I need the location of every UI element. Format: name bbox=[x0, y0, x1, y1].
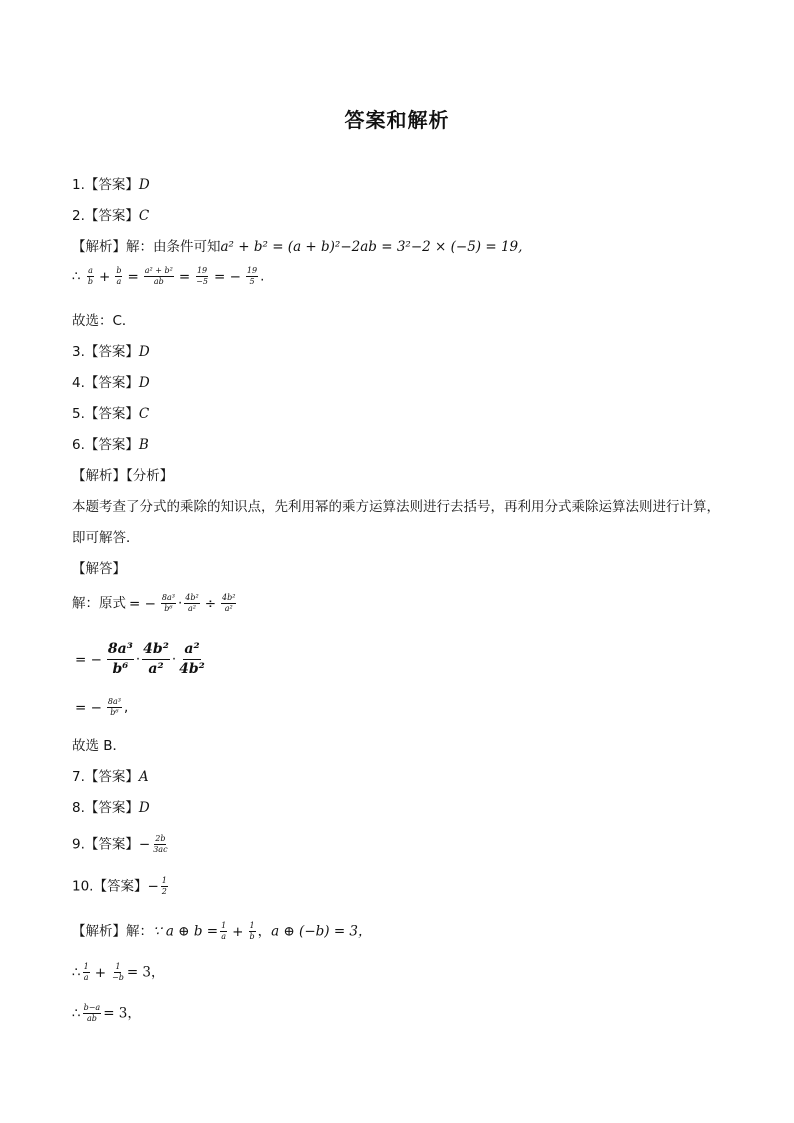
fraction: $\frac{\text{a²}}{\text{4b²}}$ bbox=[179, 641, 205, 677]
analysis-math: a² + b² = (a + b)²−2ab = 3²−2 × (−5) = 19, bbox=[220, 239, 523, 255]
page-title: 答案和解析 bbox=[344, 108, 450, 132]
fraction: $\frac{b}{a}$ bbox=[116, 266, 122, 286]
answer-value: C bbox=[138, 208, 150, 224]
q6-conclusion: 故选 B． bbox=[72, 738, 127, 754]
question-number: 1. bbox=[72, 177, 85, 193]
q6-step-3: = − $\frac{\text{8a³}}{\text{b⁶}}$ , bbox=[75, 697, 129, 717]
answer-3 bbox=[72, 342, 150, 362]
q6-analysis-body: 本题考查了分式的乘除的知识点，先利用幂的乘方运算法则进行去括号，再利用分式乘除运算法则进行计算，即可解答． bbox=[72, 499, 720, 546]
answer-value: A bbox=[138, 769, 149, 785]
answer-tag: 【答案】 bbox=[84, 437, 139, 453]
fraction: $\frac{a}{b}$ bbox=[87, 266, 94, 286]
q6-step-2: = − $\frac{\text{8a³}}{\text{b⁶}}$ · $\frac{\text{4b²}}{\text{a²}}$ · $\frac{\text{a²}}{\text{4b²}}$ bbox=[75, 641, 205, 677]
q6-solve-tag: 【解答】 bbox=[72, 561, 126, 577]
answer-6 bbox=[72, 435, 149, 455]
answer-8 bbox=[72, 798, 150, 818]
fraction: $\frac{\text{8a³}}{\text{b⁶}}$ bbox=[107, 697, 121, 717]
answer-tag: 【答案】 bbox=[84, 344, 139, 360]
question-number: 9. bbox=[72, 836, 85, 853]
fraction: $\frac{\text{4b²}}{\text{a²}}$ bbox=[222, 593, 236, 613]
fraction: $\frac{1}{-b}$ bbox=[112, 962, 124, 982]
answer-tag: 【答案】 bbox=[84, 406, 139, 422]
answer-tag: 【答案】 bbox=[93, 878, 148, 895]
q6-step-1: 解：原式 = − $\frac{\text{8a³}}{\text{b⁶}}$ · $\frac{\text{4b²}}{\text{a²}}$ ÷ $\frac{\text{4b²}}{\text{a²}}$ bbox=[72, 593, 236, 613]
question-number: 7. bbox=[72, 769, 85, 785]
answer-tag: 【答案】 bbox=[84, 836, 139, 853]
fraction: $\frac{1}{a}$ bbox=[83, 962, 89, 982]
answer-7 bbox=[72, 767, 149, 787]
answer-tag: 【答案】 bbox=[84, 177, 139, 193]
q2-analysis-line-1 bbox=[72, 237, 522, 257]
answer-10: 10.【答案】− $\frac{1}{2}$ bbox=[72, 876, 167, 896]
q2-analysis-line-2: ∴ $\frac{a}{b}$ + $\frac{b}{a}$ = $\frac{\text{a² + b²}}{ab}$ = $\frac{19}{-5}$ = − $\frac{19}{5}$ . bbox=[72, 266, 265, 286]
question-number: 4. bbox=[72, 375, 85, 391]
answer-9: 9.【答案】− $\frac{2b}{3ac}$ bbox=[72, 834, 168, 854]
step-text: 解：原式 bbox=[72, 595, 126, 612]
q10-analysis-line-1: 【解析】解：∵ a ⊕ b = $\frac{1}{a}$ + $\frac{1}{b}$ ，a ⊕ (−b) = 3， bbox=[72, 921, 372, 941]
fraction: $\frac{19}{5}$ bbox=[246, 266, 258, 286]
q2-conclusion: 故选：C． bbox=[72, 313, 136, 329]
answer-value: D bbox=[138, 800, 150, 816]
analysis-tag: 【解析】 bbox=[72, 239, 126, 255]
q10-analysis-line-3: ∴ $\frac{b-a}{ab}$ = 3， bbox=[72, 1003, 141, 1023]
fraction: $\frac{1}{2}$ bbox=[161, 876, 167, 896]
fraction: $\frac{\text{8a³}}{\text{b⁶}}$ bbox=[161, 593, 175, 613]
question-number: 10. bbox=[72, 878, 94, 895]
fraction: $\frac{\text{a² + b²}}{ab}$ bbox=[144, 266, 173, 286]
answer-1 bbox=[72, 175, 150, 195]
answer-tag: 【答案】 bbox=[84, 375, 139, 391]
answer-tag: 【答案】 bbox=[84, 208, 139, 224]
fraction: $\frac{19}{-5}$ bbox=[196, 266, 208, 286]
analysis-math: a ⊕ (−b) = 3， bbox=[271, 923, 372, 940]
answer-value: D bbox=[138, 344, 150, 360]
answer-value: C bbox=[138, 406, 150, 422]
answer-tag: 【答案】 bbox=[84, 769, 139, 785]
answer-tag: 【答案】 bbox=[84, 800, 139, 816]
analysis-text: 解： bbox=[126, 923, 153, 940]
answer-4 bbox=[72, 373, 150, 393]
fraction: $\frac{\text{4b²}}{\text{a²}}$ bbox=[185, 593, 199, 613]
analysis-math: ∵ a ⊕ b = bbox=[153, 923, 219, 940]
answer-2 bbox=[72, 206, 149, 226]
answer-5 bbox=[72, 404, 149, 424]
question-number: 3. bbox=[72, 344, 85, 360]
answer-value: B bbox=[138, 437, 149, 453]
fraction: $\frac{\text{4b²}}{\text{a²}}$ bbox=[143, 641, 169, 677]
fraction: $\frac{1}{a}$ bbox=[221, 921, 227, 941]
q6-analysis-tag: 【解析】【分析】 bbox=[72, 468, 174, 484]
answer-value: D bbox=[138, 375, 150, 391]
analysis-text: 解：由条件可知 bbox=[126, 239, 221, 255]
question-number: 6. bbox=[72, 437, 85, 453]
fraction: $\frac{2b}{3ac}$ bbox=[153, 834, 168, 854]
question-number: 8. bbox=[72, 800, 85, 816]
question-number: 5. bbox=[72, 406, 85, 422]
fraction: $\frac{1}{b}$ bbox=[249, 921, 255, 941]
q10-analysis-line-2: ∴ $\frac{1}{a}$ + $\frac{1}{-b}$ = 3， bbox=[72, 962, 165, 982]
question-number: 2. bbox=[72, 208, 85, 224]
fraction: $\frac{\text{8a³}}{\text{b⁶}}$ bbox=[107, 641, 133, 677]
analysis-tag: 【解析】 bbox=[72, 923, 126, 940]
fraction: $\frac{b-a}{ab}$ bbox=[83, 1003, 101, 1023]
answer-value: D bbox=[138, 177, 150, 193]
therefore-symbol: ∴ bbox=[72, 268, 81, 285]
